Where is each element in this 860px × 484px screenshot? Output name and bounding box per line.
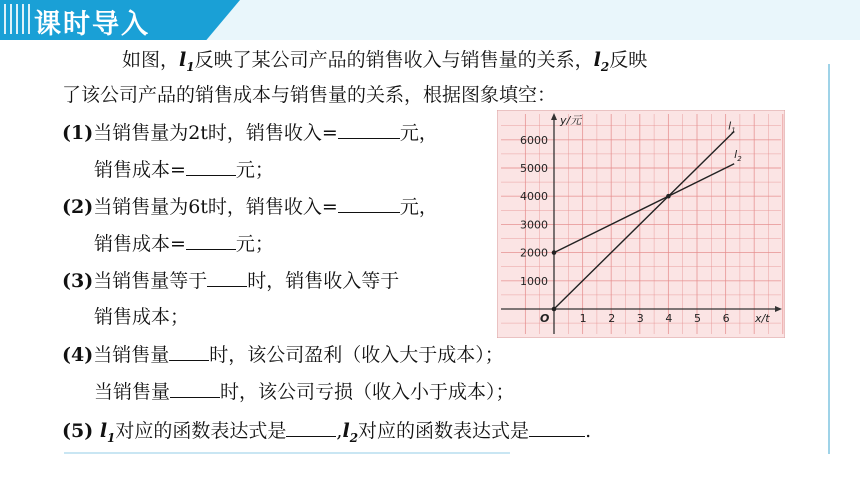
var-l2-sub: 2	[349, 430, 359, 445]
question-1	[62, 120, 438, 145]
question-text: 元；	[235, 159, 274, 181]
question-text: 销售成本；	[94, 306, 190, 328]
header-stripes	[4, 4, 30, 34]
question-3-cont	[94, 305, 189, 329]
question-number: (1)	[62, 122, 94, 144]
x-tick-label: 5	[694, 312, 701, 325]
answer-blank[interactable]	[170, 379, 220, 398]
separator: ,	[336, 420, 343, 442]
question-text: 销售成本=	[94, 159, 186, 181]
question-number: (5)	[62, 420, 100, 442]
answer-blank[interactable]	[338, 120, 400, 139]
intro-text-c: 反映	[609, 49, 648, 71]
x-tick-label: 4	[665, 312, 673, 325]
answer-blank[interactable]	[169, 342, 209, 361]
answer-blank[interactable]	[338, 194, 400, 213]
question-2-cont	[94, 231, 274, 256]
question-text: 时，该公司盈利（收入大于成本）；	[209, 344, 504, 366]
question-2	[62, 194, 438, 219]
answer-blank[interactable]	[529, 418, 585, 437]
x-tick-label: 1	[579, 312, 587, 325]
right-divider	[828, 64, 830, 454]
y-tick-label: 3000	[520, 218, 548, 232]
data-point	[666, 194, 671, 199]
var-l1-sub: 1	[186, 59, 195, 74]
question-number: (4)	[62, 344, 94, 366]
answer-blank[interactable]	[207, 268, 247, 287]
question-4	[62, 342, 504, 367]
origin-label: O	[540, 312, 550, 325]
question-text: 销售成本=	[94, 233, 186, 255]
y-tick-label: 2000	[520, 246, 548, 260]
intro-text-a: 如图，	[122, 49, 180, 71]
y-tick-label: 1000	[520, 274, 548, 288]
y-tick-label: 4000	[520, 190, 548, 204]
answer-blank[interactable]	[186, 157, 236, 176]
question-text: 时，该公司亏损（收入小于成本）；	[220, 381, 515, 403]
data-point	[552, 250, 557, 255]
intro-text-line2: 了该公司产品的销售成本与销售量的关系，根据图象填空：	[62, 84, 557, 106]
question-text: 当销售量	[94, 381, 171, 403]
var-l2: l	[342, 420, 350, 442]
question-text: 当销售量为2t时，销售收入=	[93, 122, 338, 144]
question-text: 当销售量	[93, 344, 170, 366]
y-tick-label: 5000	[520, 162, 548, 175]
question-1-cont	[94, 157, 274, 182]
series-label: $l_1$	[728, 119, 736, 135]
x-tick-label: 2	[608, 312, 616, 325]
question-text: 元；	[235, 233, 274, 255]
question-text: .	[585, 420, 592, 442]
intro-line-1	[122, 48, 647, 79]
intro-text-b: 反映了某公司产品的销售收入与销售量的关系，	[194, 49, 594, 71]
data-point	[552, 307, 557, 312]
y-tick-label: 6000	[520, 133, 548, 147]
y-axis-label: y/元	[560, 114, 582, 127]
question-text: 对应的函数表达式是	[358, 420, 530, 442]
sales-graph	[497, 110, 785, 338]
x-axis-label: x/t	[755, 312, 770, 325]
question-3	[62, 268, 399, 293]
answer-blank[interactable]	[186, 231, 236, 250]
question-text: 当销售量为6t时，销售收入=	[93, 196, 338, 218]
bottom-divider	[64, 452, 510, 454]
var-l1: l	[99, 420, 108, 442]
page-title: 课时导入	[34, 9, 150, 40]
question-4-cont	[94, 379, 515, 404]
series-label: $l_2$	[734, 147, 742, 163]
intro-line-2	[62, 83, 556, 107]
x-tick-label: 3	[636, 312, 644, 325]
question-text: 元，	[399, 122, 438, 144]
question-5	[62, 418, 591, 450]
question-number: (2)	[62, 196, 94, 218]
question-number: (3)	[62, 270, 94, 292]
var-l1: l	[179, 49, 187, 71]
var-l2-sub: 2	[600, 59, 610, 74]
var-l1-sub: 1	[107, 430, 116, 445]
question-text: 元，	[399, 196, 438, 218]
question-text: 当销售量等于	[93, 270, 208, 292]
question-text: 对应的函数表达式是	[115, 420, 287, 442]
var-l2: l	[593, 49, 601, 71]
x-tick-label: 6	[722, 312, 730, 325]
answer-blank[interactable]	[286, 418, 336, 437]
question-text: 时，销售收入等于	[247, 270, 400, 292]
